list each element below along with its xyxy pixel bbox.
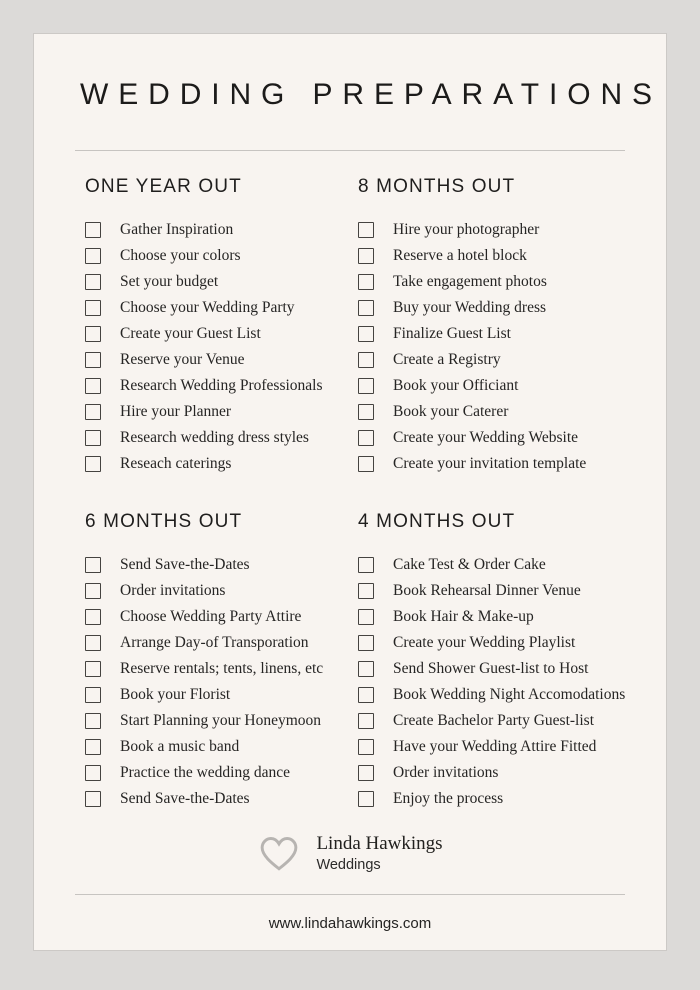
checklist-item-label: Research Wedding Professionals: [120, 377, 323, 394]
checklist-item: [358, 604, 625, 630]
checklist-item: [85, 269, 358, 295]
brand-name: Linda Hawkings: [316, 833, 443, 854]
checklist-item: [358, 656, 625, 682]
bottom-divider: [75, 894, 625, 895]
checklist-item: [358, 243, 625, 269]
checklist-item-label: Choose your Wedding Party: [120, 299, 295, 316]
checklist-item: [85, 399, 358, 425]
checklist-item-label: Create your invitation template: [393, 455, 587, 472]
checkbox[interactable]: [85, 687, 101, 703]
checklist-item: [85, 630, 358, 656]
checklist-item: [85, 217, 358, 243]
checklist-item: [358, 321, 625, 347]
checklist-item: [85, 734, 358, 760]
checklist-item-label: Start Planning your Honeymoon: [120, 712, 322, 729]
checklist-item: [358, 578, 625, 604]
checkbox[interactable]: [358, 791, 374, 807]
checklist-item: [85, 656, 358, 682]
checklist-section: [85, 511, 358, 812]
checklist-item: [358, 630, 625, 656]
checkbox[interactable]: [358, 765, 374, 781]
checklist-item-label: Have your Wedding Attire Fitted: [393, 738, 597, 755]
checkbox[interactable]: [85, 635, 101, 651]
checklist-item-label: Create your Wedding Playlist: [393, 634, 576, 651]
top-divider: [75, 150, 625, 151]
checkbox[interactable]: [358, 687, 374, 703]
checkbox[interactable]: [85, 300, 101, 316]
checklist-item-label: Book Rehearsal Dinner Venue: [393, 582, 581, 599]
section-heading: 8 MONTHS OUT: [358, 176, 516, 197]
checklist-item-label: Choose Wedding Party Attire: [120, 608, 302, 625]
checklist-item-label: Create Bachelor Party Guest-list: [393, 712, 595, 729]
checkbox[interactable]: [85, 404, 101, 420]
checklist-item: [358, 708, 625, 734]
checklist-section: [85, 176, 358, 477]
checkbox[interactable]: [358, 430, 374, 446]
checklist-item: [85, 347, 358, 373]
checkbox[interactable]: [358, 274, 374, 290]
checkbox[interactable]: [358, 248, 374, 264]
checkbox[interactable]: [85, 661, 101, 677]
checkbox[interactable]: [358, 352, 374, 368]
checkbox[interactable]: [358, 583, 374, 599]
checklist-item-label: Hire your Planner: [120, 403, 232, 420]
section-heading: 6 MONTHS OUT: [85, 511, 243, 532]
checklist-item: [85, 373, 358, 399]
heart-icon: [257, 832, 301, 874]
checklist-item-label: Reserve your Venue: [120, 351, 245, 368]
checklist-item-label: Create your Wedding Website: [393, 429, 579, 446]
checklist-item: [358, 451, 625, 477]
brand-block: [75, 832, 625, 874]
checklist-item-label: Enjoy the process: [393, 790, 504, 807]
checkbox[interactable]: [85, 326, 101, 342]
checkbox[interactable]: [358, 661, 374, 677]
checklist-item-label: Send Shower Guest-list to Host: [393, 660, 589, 677]
checkbox[interactable]: [85, 222, 101, 238]
brand-text: [316, 832, 442, 874]
checklist-item: [85, 243, 358, 269]
checklist-item-label: Reseach caterings: [120, 455, 232, 472]
checklist-item: [85, 451, 358, 477]
checklist-item-label: Choose your colors: [120, 247, 241, 264]
checkbox[interactable]: [358, 222, 374, 238]
checklist-item-label: Create a Registry: [393, 351, 501, 368]
checklist-item-label: Arrange Day-of Transporation: [120, 634, 309, 651]
checklist-item: [358, 552, 625, 578]
checkbox[interactable]: [85, 765, 101, 781]
checkbox[interactable]: [358, 378, 374, 394]
checklist-item-label: Book your Officiant: [393, 377, 519, 394]
checklist-item: [85, 760, 358, 786]
checklist-item-label: Create your Guest List: [120, 325, 261, 342]
sections-grid: [85, 176, 625, 812]
checklist-item: [358, 399, 625, 425]
checklist-item-label: Research wedding dress styles: [120, 429, 309, 446]
checklist-item: [85, 321, 358, 347]
checkbox[interactable]: [358, 635, 374, 651]
checklist-item: [85, 604, 358, 630]
checklist-items: [85, 217, 358, 477]
checklist-item: [85, 682, 358, 708]
checkbox[interactable]: [358, 739, 374, 755]
checklist-item: [85, 578, 358, 604]
checkbox[interactable]: [85, 739, 101, 755]
checkbox[interactable]: [358, 326, 374, 342]
checklist-item-label: Reserve rentals; tents, linens, etc: [120, 660, 324, 677]
checklist-item-label: Book your Caterer: [393, 403, 509, 420]
checklist-item-label: Order invitations: [120, 582, 226, 599]
checkbox[interactable]: [358, 300, 374, 316]
checklist-item-label: Book your Florist: [120, 686, 231, 703]
checklist-item: [358, 373, 625, 399]
checklist-items: [85, 552, 358, 812]
page-title: WEDDING PREPARATIONS: [80, 78, 662, 111]
checklist-item: [358, 217, 625, 243]
checklist-item: [85, 425, 358, 451]
checklist-item-label: Book a music band: [120, 738, 240, 755]
checklist-item-label: Gather Inspiration: [120, 221, 234, 238]
checklist-item-label: Set your budget: [120, 273, 219, 290]
checklist-item: [358, 734, 625, 760]
checklist-item-label: Finalize Guest List: [393, 325, 511, 342]
checkbox[interactable]: [358, 713, 374, 729]
checklist-item: [358, 682, 625, 708]
checklist-item: [85, 786, 358, 812]
checklist-item: [85, 295, 358, 321]
checkbox[interactable]: [358, 557, 374, 573]
checklist-item: [358, 347, 625, 373]
checklist-item-label: Buy your Wedding dress: [393, 299, 547, 316]
checklist-section: [358, 176, 625, 477]
checkbox[interactable]: [85, 378, 101, 394]
checklist-item: [358, 760, 625, 786]
checklist-item: [358, 295, 625, 321]
checkbox[interactable]: [85, 609, 101, 625]
checklist-item-label: Book Wedding Night Accomodations: [393, 686, 626, 703]
checklist-item: [85, 708, 358, 734]
checkbox[interactable]: [85, 456, 101, 472]
checklist-section: [358, 511, 625, 812]
checkbox[interactable]: [85, 352, 101, 368]
brand-subtitle: Weddings: [316, 857, 381, 873]
checkbox[interactable]: [85, 713, 101, 729]
checkbox[interactable]: [85, 430, 101, 446]
checklist-items: [358, 552, 625, 812]
checkbox[interactable]: [85, 791, 101, 807]
checklist-item-label: Take engagement photos: [393, 273, 547, 290]
section-heading: ONE YEAR OUT: [85, 176, 242, 197]
checkbox[interactable]: [85, 248, 101, 264]
checklist-item-label: Book Hair & Make-up: [393, 608, 534, 625]
checklist-item: [358, 425, 625, 451]
checkbox[interactable]: [85, 583, 101, 599]
checkbox[interactable]: [358, 404, 374, 420]
checkbox[interactable]: [358, 609, 374, 625]
checklist-item-label: Send Save-the-Dates: [120, 790, 250, 807]
section-heading: 4 MONTHS OUT: [358, 511, 516, 532]
checkbox[interactable]: [85, 274, 101, 290]
checklist-item: [85, 552, 358, 578]
website-url: www.lindahawkings.com: [268, 915, 432, 932]
checklist-item-label: Reserve a hotel block: [393, 247, 527, 264]
checklist-item-label: Practice the wedding dance: [120, 764, 290, 781]
checklist-item-label: Order invitations: [393, 764, 499, 781]
checkbox[interactable]: [85, 557, 101, 573]
checklist-item: [358, 269, 625, 295]
checklist-item-label: Hire your photographer: [393, 221, 540, 238]
checklist-item-label: Send Save-the-Dates: [120, 556, 250, 573]
checkbox[interactable]: [358, 456, 374, 472]
checklist-items: [358, 217, 625, 477]
checklist-card: [33, 33, 667, 951]
checklist-item-label: Cake Test & Order Cake: [393, 556, 546, 573]
checklist-item: [358, 786, 625, 812]
